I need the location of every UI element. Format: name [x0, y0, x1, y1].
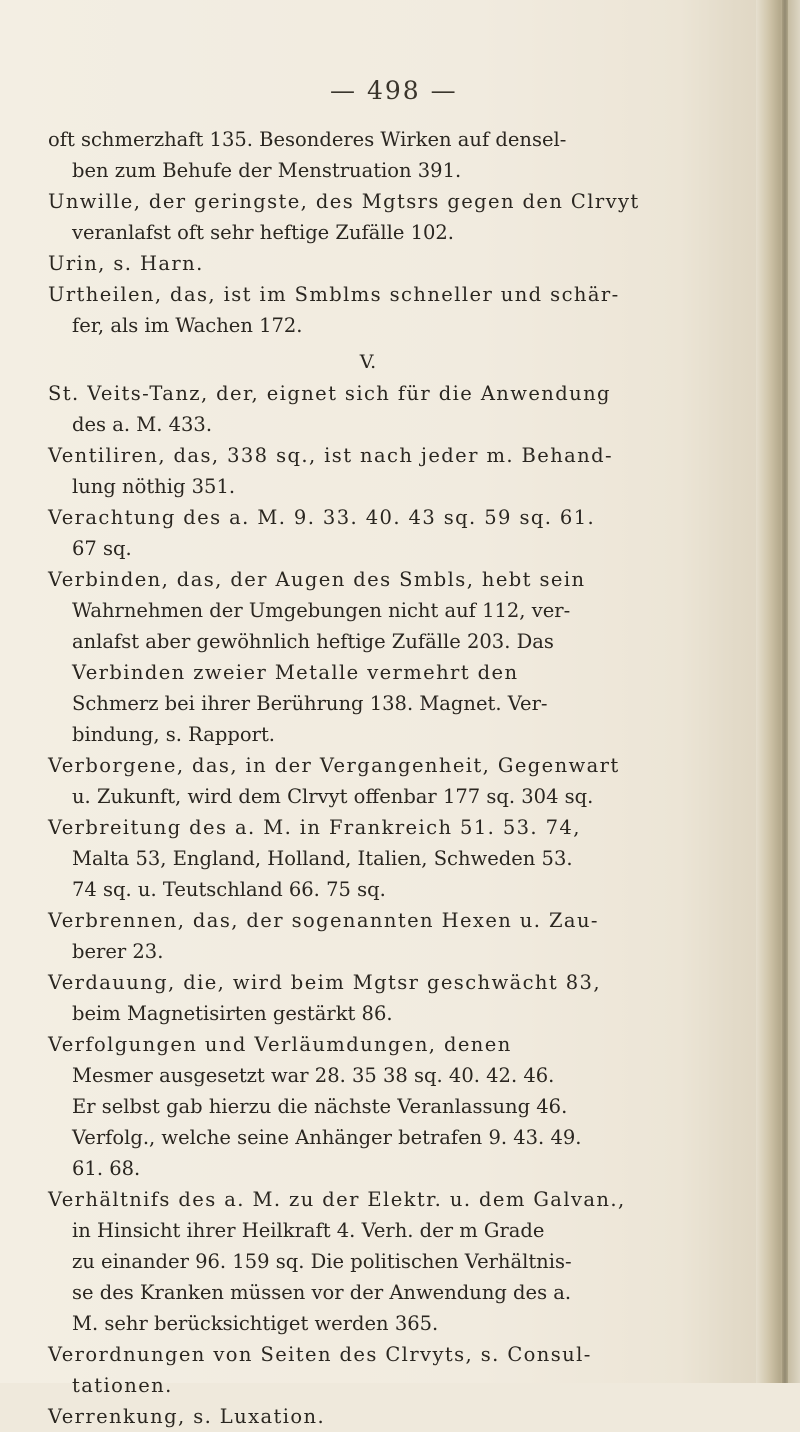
index-entry: Verfolgungen und Verläumdungen, denen — [48, 1033, 512, 1056]
index-line: Verfolg., welche seine Anhänger betrafen 9. 43. 49. — [72, 1126, 582, 1149]
index-line: 67 sq. — [72, 537, 132, 560]
index-line: Mesmer ausgesetzt war 28. 35 38 sq. 40. 42. 46. — [72, 1064, 555, 1087]
index-line: lung nöthig 351. — [72, 475, 236, 498]
index-entry: Verhältnifs des a. M. zu der Elektr. u. dem Galvan., — [48, 1188, 626, 1211]
index-line: des a. M. 433. — [72, 413, 213, 436]
book-gutter — [756, 0, 800, 1383]
index-line: fer, als im Wachen 172. — [72, 314, 303, 337]
index-entry: Verdauung, die, wird beim Mgtsr geschwächt 83, — [48, 971, 601, 994]
index-entry: Verordnungen von Seiten des Clrvyts, s. Consul- — [48, 1343, 592, 1366]
index-line: berer 23. — [72, 940, 164, 963]
index-line: veranlafst oft sehr heftige Zufälle 102. — [72, 221, 454, 244]
index-line: in Hinsicht ihrer Heilkraft 4. Verh. der m Grade — [72, 1219, 545, 1242]
index-line: se des Kranken müssen vor der Anwendung des a. — [72, 1281, 572, 1304]
index-line: Er selbst gab hierzu die nächste Veranlassung 46. — [72, 1095, 568, 1118]
index-entry: Verrenkung, s. Luxation. — [48, 1405, 326, 1428]
index-line: Malta 53, England, Holland, Italien, Schweden 53. — [72, 847, 573, 870]
index-line: Verbinden zweier Metalle vermehrt den — [72, 661, 519, 684]
index-entry: Verborgene, das, in der Vergangenheit, Gegenwart — [48, 754, 620, 777]
index-line: tationen. — [72, 1374, 173, 1397]
index-entry: St. Veits-Tanz, der, eignet sich für die Anwendung — [48, 382, 611, 405]
index-entry: Verachtung des a. M. 9. 33. 40. 43 sq. 59 sq. 61. — [48, 506, 596, 529]
index-line: Schmerz bei ihrer Berührung 138. Magnet. Ver- — [72, 692, 548, 715]
section-heading: V. — [359, 351, 377, 373]
index-entry: Verbreitung des a. M. in Frankreich 51. 53. 74, — [48, 816, 581, 839]
index-entry: Urtheilen, das, ist im Smblms schneller und schär- — [48, 283, 620, 306]
index-line: beim Magnetisirten gestärkt 86. — [72, 1002, 393, 1025]
index-line: bindung, s. Rapport. — [72, 723, 275, 746]
index-entry: Unwille, der geringste, des Mgtsrs gegen den Clrvyt — [48, 190, 640, 213]
index-line: 74 sq. u. Teutschland 66. 75 sq. — [72, 878, 386, 901]
index-entry: Verbinden, das, der Augen des Smbls, hebt sein — [48, 568, 586, 591]
index-line: anlafst aber gewöhnlich heftige Zufälle 203. Das — [72, 630, 554, 653]
index-line: 61. 68. — [72, 1157, 141, 1180]
index-line: M. sehr berücksichtiget werden 365. — [72, 1312, 439, 1335]
binding-shadow — [782, 0, 788, 1383]
index-text — [48, 124, 748, 1432]
index-line: u. Zukunft, wird dem Clrvyt offenbar 177 sq. 304 sq. — [72, 785, 594, 808]
index-line: zu einander 96. 159 sq. Die politischen Verhältnis- — [72, 1250, 572, 1273]
index-entry: Verbrennen, das, der sogenannten Hexen u. Zau- — [48, 909, 599, 932]
index-line: ben zum Behufe der Menstruation 391. — [72, 159, 462, 182]
index-line: oft schmerzhaft 135. Besonderes Wirken auf densel- — [48, 128, 567, 151]
index-line: Wahrnehmen der Umgebungen nicht auf 112, ver- — [72, 599, 571, 622]
index-entry: Ventiliren, das, 338 sq., ist nach jeder m. Behand- — [48, 444, 614, 467]
page-number: — 498 — — [330, 76, 458, 105]
index-entry: Urin, s. Harn. — [48, 252, 204, 275]
